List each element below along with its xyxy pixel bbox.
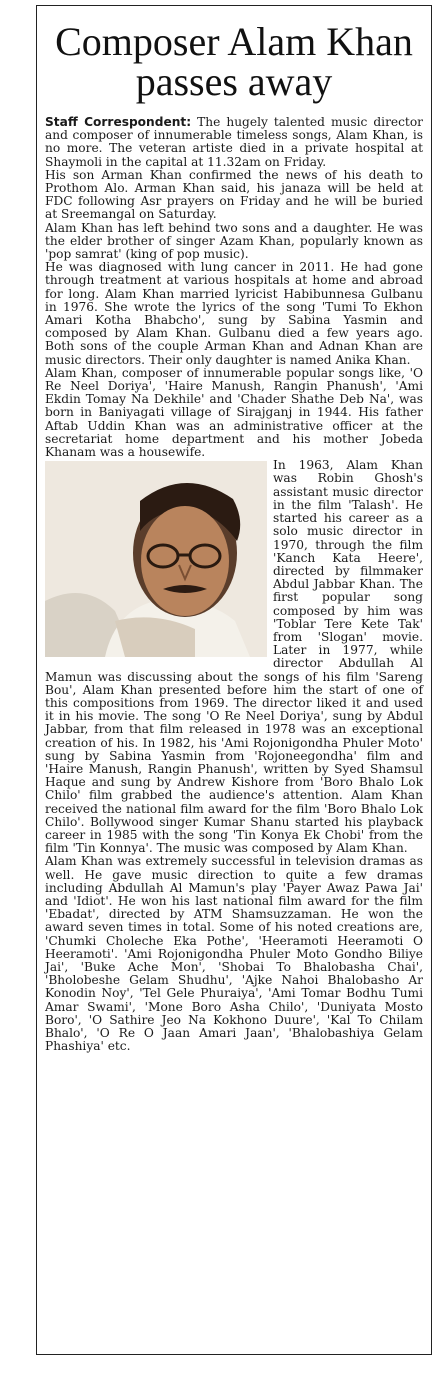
- headline-line-2: passes away: [135, 59, 333, 104]
- headline: [37, 19, 431, 104]
- headline-line-1: Composer Alam Khan: [55, 19, 413, 64]
- portrait-photo: [45, 461, 267, 657]
- paragraph-1: Staff Correspondent: The hugely talented music director and composer of innumerable timeless songs, Alam Khan, is no more. The veteran artiste died in a private hospital at Shaymoli in the capital at 11.32am on Friday.: [45, 115, 423, 169]
- article-body: [45, 116, 423, 1053]
- paragraph-4: He was diagnosed with lung cancer in 2011. He had gone through treatment at various hospitals at home and abroad for long. Alam Khan married lyricist Habibunnesa Gulbanu in 1976. She wrote the lyrics of the song 'Tumi To Ekhon Amari Kotha Bhabcho', sung by Sabina Yasmin and composed by Alam Khan. Gulbanu died a few years ago. Both sons of the couple Arman Khan and Adnan Khan are music directors. Their only daughter is named Anika Khan.: [45, 260, 423, 367]
- paragraph-2: His son Arman Khan confirmed the news of his death to Prothom Alo. Arman Khan said, his janaza will be held at FDC following Asr prayers on Friday and he will be buried at Sreemangal on Saturday.: [45, 167, 423, 222]
- news-clipping: [36, 5, 432, 1355]
- paragraph-5: Alam Khan, composer of innumerable popular songs like, 'O Re Neel Doriya', 'Haire Manush, Rangin Phanush', 'Ami Ekdin Tomay Na Dekhile' and 'Chader Shathe Deb Na', was born in Baniyagati village of Sirajganj in 1944. His father Aftab Uddin Khan was an administrative officer at the secretariat home department and his mother Jobeda Khanam was a housewife.: [45, 365, 423, 460]
- byline: Staff Correspondent:: [45, 115, 192, 129]
- paragraph-6: In 1963, Alam Khan was Robin Ghosh's assistant music director in the film 'Talash'. He started his career as a solo music director in 1970, through the film 'Kanch Kata Heere', directed by filmmaker Abdul Jabbar Khan. The first popular song composed by him was 'Toblar Tere Kete Tak' from 'Slogan' movie. Later in 1977, while director Abdullah Al Mamun was discussing about the songs of his film 'Sareng Bou', Alam Khan presented before him the start of one of this compositions from 1969. The director liked it and used it in his movie. The song 'O Re Neel Doriya', sung by Abdul Jabbar, from that film released in 1978 was an exceptional creation of his. In 1982, his 'Ami Rojonigondha Phuler Moto' sung by Sabina Yasmin from 'Rojoneegondha' film and 'Haire Manush, Rangin Phanush', written by Syed Shamsul Haque and sung by Andrew Kishore from 'Boro Bhalo Lok Chilo' film grabbed the audience's attention. Alam Khan received the national film award for the film 'Boro Bhalo Lok Chilo'. Bollywood singer Kumar Shanu started his playback career in 1985 with the song 'Tin Konya Ek Chobi' from the film 'Tin Konnya'. The music was composed by Alam Khan.: [45, 458, 423, 856]
- paragraph-3: Alam Khan has left behind two sons and a daughter. He was the elder brother of singer Azam Khan, popularly known as 'pop samrat' (king of pop music).: [45, 220, 423, 262]
- paragraph-7: Alam Khan was extremely successful in television dramas as well. He gave music direction to quite a few dramas including Abdullah Al Mamun's play 'Payer Awaz Pawa Jai' and 'Idiot'. He won his last national film award for the film 'Ebadat', directed by ATM Shamsuzzaman. He won the award seven times in total. Some of his noted creations are, 'Chumki Choleche Eka Pothe', 'Heeramoti Heeramoti O Heeramoti'. 'Ami Rojonigondha Phuler Moto Gondho Biliye Jai', 'Buke Ache Mon', 'Shobai To Bhalobasha Chai', 'Bholobeshe Gelam Shudhu', 'Ajke Nahoi Bhalobasho Ar Konodin Noy', 'Tel Gele Phuraiya', 'Ami Tomar Bodhu Tumi Amar Swami', 'Mone Boro Asha Chilo', 'Duniyata Mosto Boro', 'O Sathire Jeo Na Kokhono Duure', 'Kal To Chilam Bhalo', 'O Re O Jaan Amari Jaan', 'Bhalobashiya Gelam Phashiya' etc.: [45, 854, 423, 1054]
